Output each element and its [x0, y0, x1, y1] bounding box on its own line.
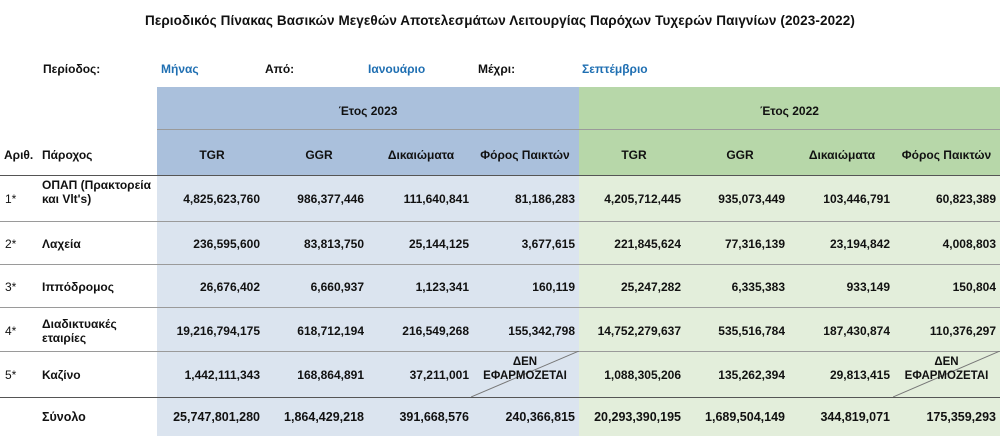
- row-2-rights-2022: 23,194,842: [829, 237, 890, 251]
- col-header-ggr-2023: GGR: [305, 148, 333, 162]
- row-5-provider: Καζίνο: [42, 368, 81, 382]
- row-2-tax-2023: 3,677,615: [521, 237, 575, 251]
- col-header-tax-2022: Φόρος Παικτών: [901, 148, 992, 162]
- row-3-ggr-2023: 6,660,937: [310, 280, 364, 294]
- year-2022-label: Έτος 2022: [760, 104, 819, 118]
- row-2-index: 2*: [5, 237, 17, 251]
- period-label: Περίοδος:: [43, 62, 101, 76]
- row-4-ggr-2022: 535,516,784: [718, 324, 785, 338]
- header-bottom-line: [0, 175, 1000, 176]
- row-2-tgr-2022: 221,845,624: [614, 237, 681, 251]
- row-5-index: 5*: [5, 368, 17, 382]
- row-divider: [0, 264, 1000, 265]
- row-3-provider: Ιππόδρομος: [42, 280, 114, 294]
- row-3-index: 3*: [5, 280, 17, 294]
- row-3-tgr-2023: 26,676,402: [199, 280, 260, 294]
- total-rights-2022: 344,819,071: [820, 410, 890, 424]
- row-1-tgr-2023: 4,825,623,760: [183, 192, 260, 206]
- row-3-rights-2022: 933,149: [846, 280, 890, 294]
- col-header-rights-2023: Δικαιώματα: [387, 148, 455, 162]
- row-5-ggr-2023: 168,864,891: [297, 368, 364, 382]
- row-4-ggr-2023: 618,712,194: [297, 324, 364, 338]
- row-divider: [0, 221, 1000, 222]
- row-2-tax-2022: 4,008,803: [942, 237, 996, 251]
- total-label: Σύνολο: [42, 410, 86, 424]
- row-5-rights-2023: 37,211,001: [409, 368, 469, 382]
- col-header-ggr-2022: GGR: [726, 148, 754, 162]
- row-5-tgr-2022: 1,088,305,206: [604, 368, 681, 382]
- total-rights-2023: 391,668,576: [399, 410, 469, 424]
- row-2-ggr-2022: 77,316,139: [724, 237, 785, 251]
- row-3-tax-2022: 150,804: [952, 280, 996, 294]
- total-top-line: [0, 397, 1000, 398]
- total-ggr-2022: 1,689,504,149: [705, 410, 785, 424]
- row-3-tax-2023: 160,119: [532, 280, 575, 294]
- from-label: Από:: [265, 62, 295, 76]
- to-value: Σεπτέμβριο: [582, 62, 648, 76]
- row-1-tgr-2022: 4,205,712,445: [604, 192, 681, 206]
- row-5-rights-2022: 29,813,415: [829, 368, 890, 382]
- row-1-provider: ΟΠΑΠ (Πρακτορεία και Vlt's): [42, 178, 152, 206]
- col-header-tax-2023: Φόρος Παικτών: [480, 148, 570, 162]
- row-4-tgr-2022: 14,752,279,637: [597, 324, 681, 338]
- row-3-tgr-2022: 25,247,282: [620, 280, 681, 294]
- row-divider: [0, 307, 1000, 308]
- row-2-tgr-2023: 236,595,600: [193, 237, 260, 251]
- row-1-rights-2022: 103,446,791: [823, 192, 890, 206]
- row-2-ggr-2023: 83,813,750: [303, 237, 364, 251]
- row-4-provider: Διαδικτυακές εταιρίες: [42, 317, 117, 345]
- total-tax-2022: 175,359,293: [926, 410, 996, 424]
- row-1-ggr-2022: 935,073,449: [718, 192, 785, 206]
- row-5-tax-2023: ΔΕΝ ΕΦΑΡΜΟΖΕΤΑΙ: [483, 356, 567, 382]
- row-5-tgr-2023: 1,442,111,343: [184, 368, 260, 382]
- row-4-tgr-2023: 19,216,794,175: [176, 324, 260, 338]
- total-tax-2023: 240,366,815: [505, 410, 575, 424]
- col-header-rights-2022: Δικαιώματα: [808, 148, 876, 162]
- row-5-tax-2022: ΔΕΝ ΕΦΑΡΜΟΖΕΤΑΙ: [904, 356, 989, 382]
- year-2023-label: Έτος 2023: [338, 104, 398, 118]
- row-4-tax-2022: 110,376,297: [929, 324, 996, 338]
- col-header-provider: Πάροχος: [42, 148, 93, 162]
- row-1-rights-2023: 111,640,841: [403, 192, 469, 206]
- row-4-rights-2023: 216,549,268: [402, 324, 469, 338]
- row-1-tax-2022: 60,823,389: [935, 192, 996, 206]
- row-2-provider: Λαχεία: [42, 237, 81, 251]
- row-2-rights-2023: 25,144,125: [408, 237, 469, 251]
- row-1-tax-2023: 81,186,283: [514, 192, 575, 206]
- row-3-rights-2023: 1,123,341: [415, 280, 469, 294]
- row-4-tax-2023: 155,342,798: [508, 324, 575, 338]
- total-tgr-2022: 20,293,390,195: [594, 410, 681, 424]
- col-header-tgr-2023: TGR: [199, 148, 225, 162]
- row-1-index: 1*: [5, 192, 17, 206]
- row-4-index: 4*: [5, 324, 17, 338]
- col-header-index: Αριθ.: [4, 148, 34, 162]
- period-value: Μήνας: [161, 62, 199, 76]
- page-title: Περιοδικός Πίνακας Βασικών Μεγεθών Αποτελεσμάτων Λειτουργίας Παρόχων Τυχερών Παιγνίων (2023-2022): [144, 13, 855, 28]
- row-5-ggr-2022: 135,262,394: [718, 368, 785, 382]
- to-label: Μέχρι:: [478, 62, 516, 76]
- total-ggr-2023: 1,864,429,218: [284, 410, 364, 424]
- total-tgr-2023: 25,747,801,280: [173, 410, 260, 424]
- row-1-ggr-2023: 986,377,446: [297, 192, 364, 206]
- col-header-tgr-2022: TGR: [621, 148, 647, 162]
- from-value: Ιανουάριο: [368, 62, 426, 76]
- row-3-ggr-2022: 6,335,383: [731, 280, 785, 294]
- year-divider: [157, 129, 1000, 130]
- row-4-rights-2022: 187,430,874: [823, 324, 890, 338]
